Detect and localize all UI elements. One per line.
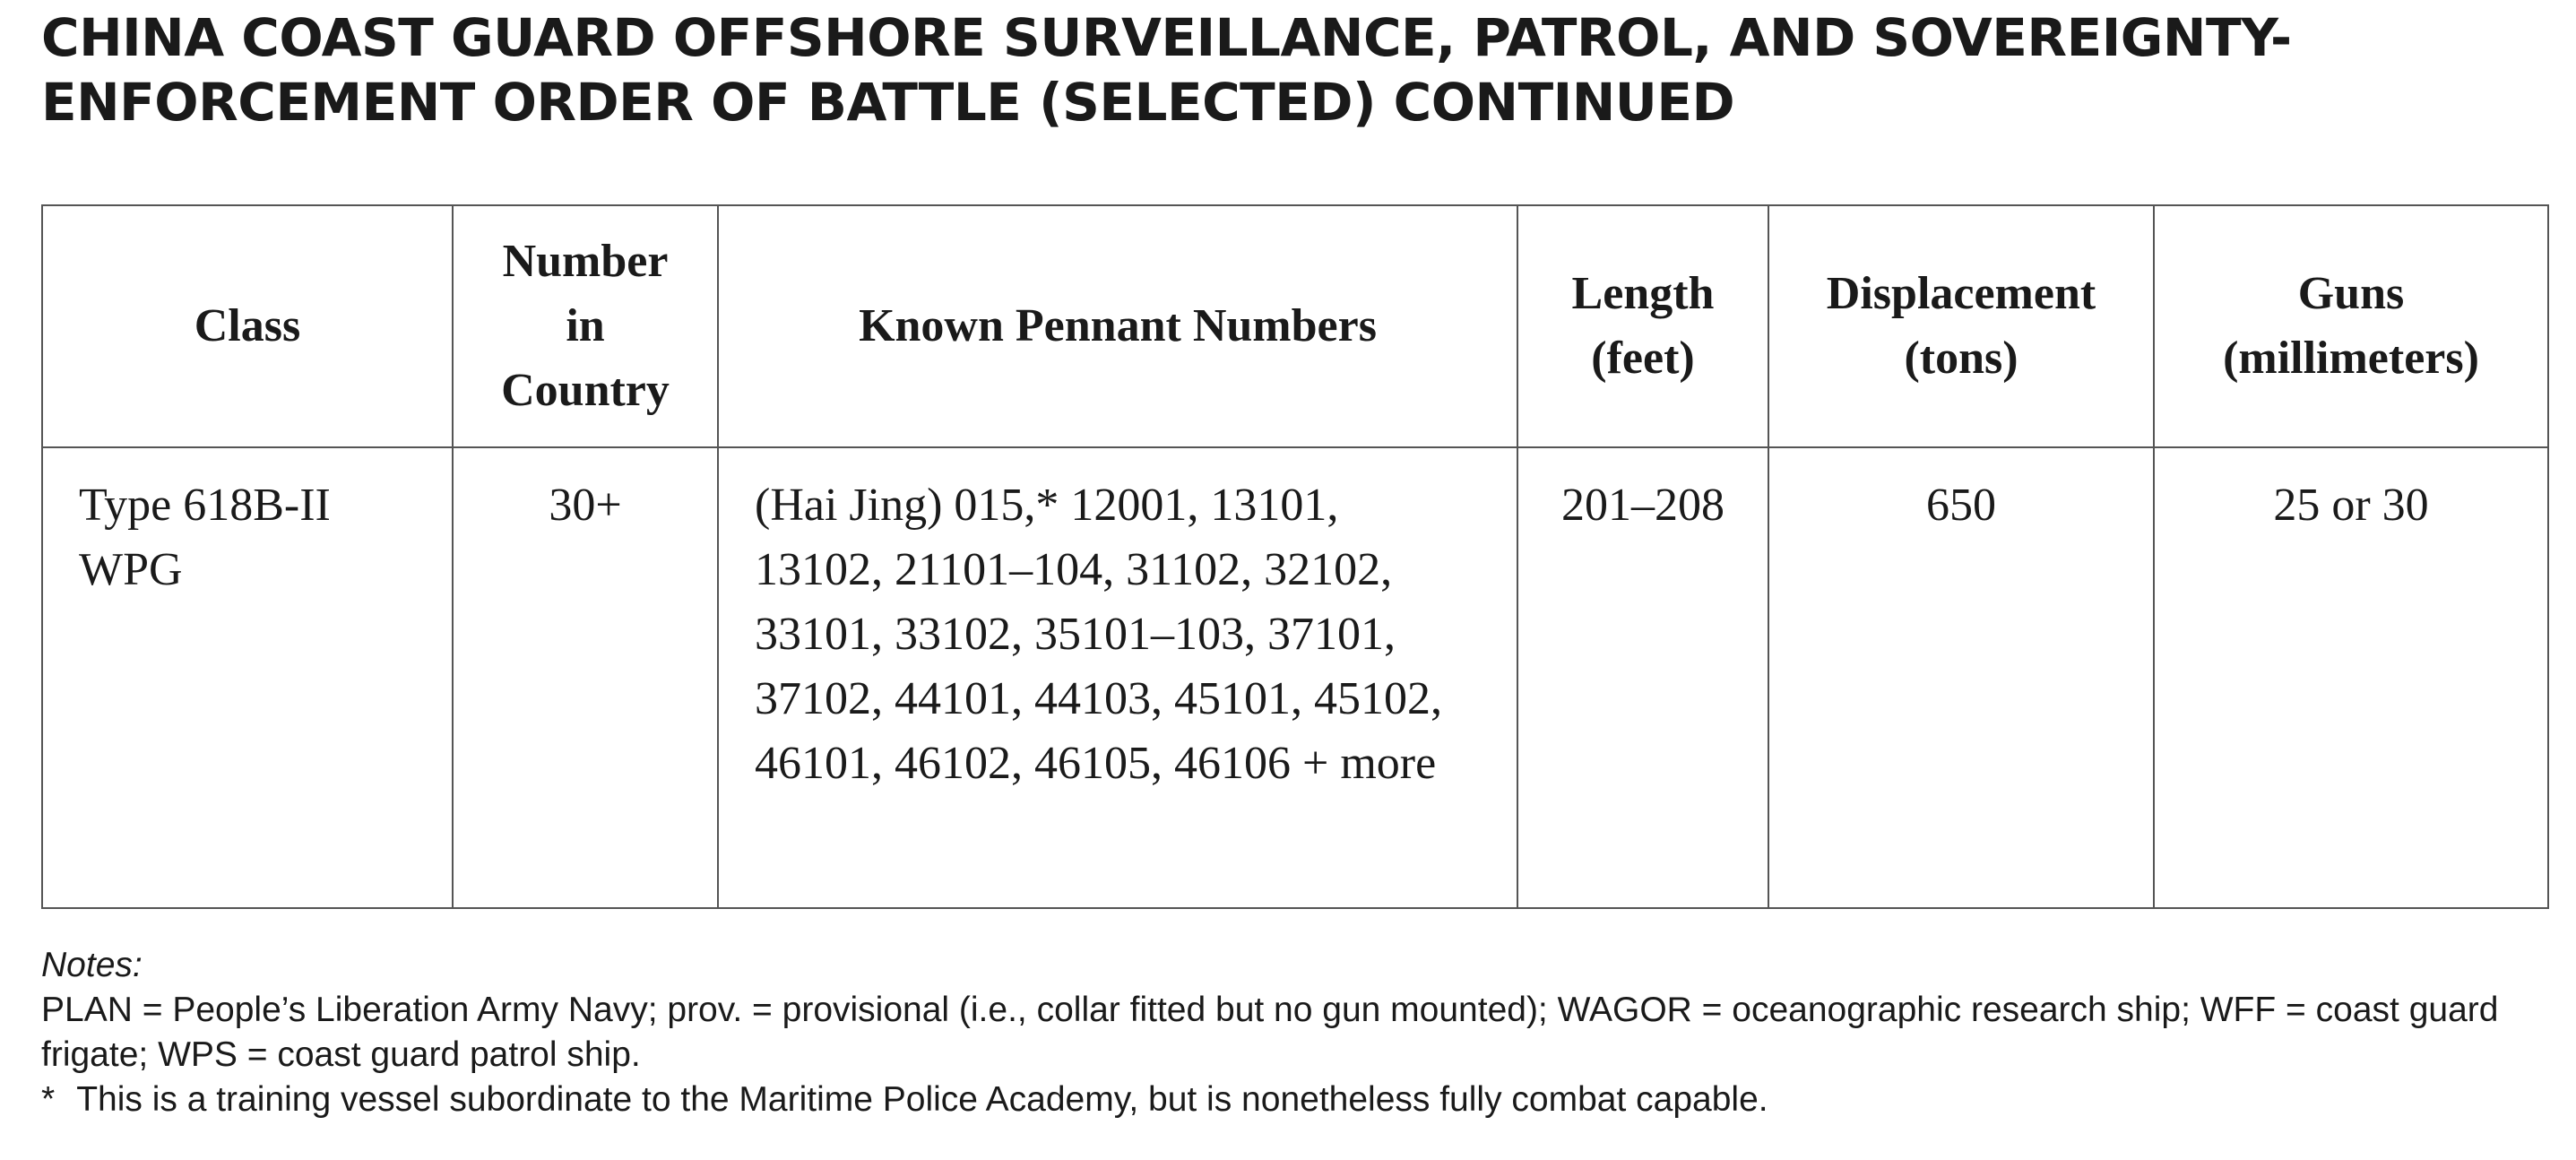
cell-class-text: Type 618B-II WPG <box>79 480 331 595</box>
cell-known-pennant-numbers <box>718 447 1517 908</box>
page-title: CHINA COAST GUARD OFFSHORE SURVEILLANCE, PATROL, AND SOVEREIGNTY-ENFORCEMENT ORDER OF BATTLE (SELECTED) CONTINUED <box>41 7 2292 133</box>
table-row <box>42 447 2548 908</box>
header-known-pennant-numbers: Known Pennant Numbers <box>718 205 1517 447</box>
header-length <box>1517 205 1768 447</box>
cell-guns: 25 or 30 <box>2154 447 2548 908</box>
footnote-text: This is a training vessel subordinate to the Maritime Police Academy, but is nonetheless fully combat capable. <box>76 1080 1768 1119</box>
header-length-text: Length (feet) <box>1571 268 1715 384</box>
header-guns <box>2154 205 2548 447</box>
header-displacement <box>1768 205 2154 447</box>
notes-section <box>41 943 2542 1122</box>
cell-pennants-text: (Hai Jing) 015,* 12001, 13101, 13102, 21101–104, 31102, 32102, 33101, 33102, 35101–103, 37101, 37102, 44101, 44103, 45101, 45102, 46101, 46102, 46105, 46106 + more <box>755 480 1442 789</box>
notes-label: Notes: <box>41 946 143 984</box>
order-of-battle-table-container <box>41 204 2547 909</box>
notes-footnote <box>41 1078 2542 1122</box>
notes-abbreviations: PLAN = People’s Liberation Army Navy; prov. = provisional (i.e., collar fitted but no gun mounted); WAGOR = oceanographic research ship; WFF = coast guard frigate; WPS = coast guard patrol ship. <box>41 991 2499 1074</box>
cell-length: 201–208 <box>1517 447 1768 908</box>
cell-class <box>42 447 453 908</box>
page <box>41 0 2547 1119</box>
header-guns-text: Guns (millimeters) <box>2223 268 2479 384</box>
header-number-in-country-text: Number in Country <box>501 236 670 416</box>
header-number-in-country <box>453 205 718 447</box>
header-displacement-text: Displacement (tons) <box>1826 268 2096 384</box>
order-of-battle-table <box>41 204 2549 909</box>
cell-displacement: 650 <box>1768 447 2154 908</box>
table-header-row <box>42 205 2548 447</box>
header-class: Class <box>42 205 453 447</box>
cell-number-in-country: 30+ <box>453 447 718 908</box>
footnote-mark: * <box>41 1080 56 1119</box>
